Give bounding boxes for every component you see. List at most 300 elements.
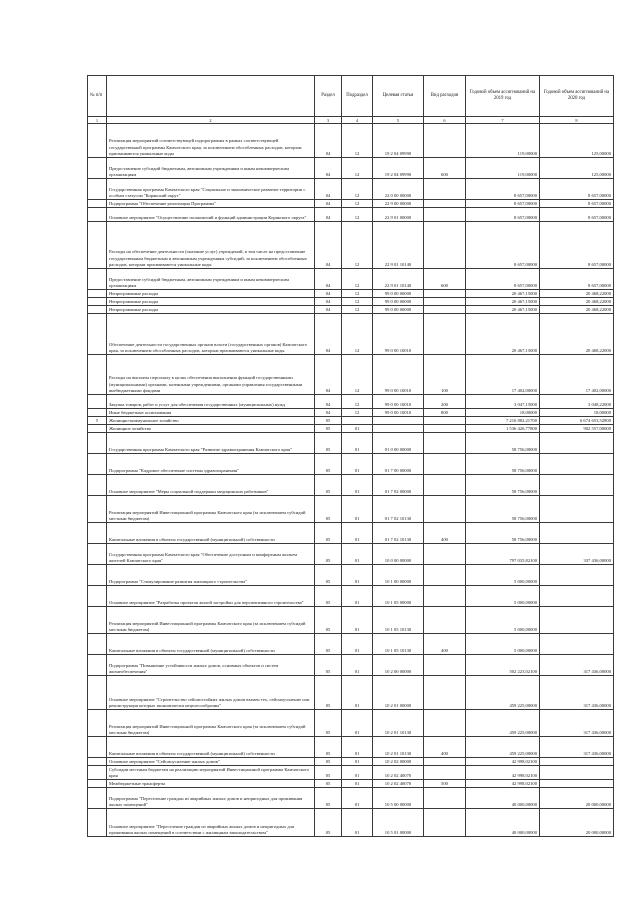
row-amount-2020 [540, 766, 614, 780]
row-expense-type [424, 544, 466, 565]
row-expense-type [424, 607, 466, 634]
table-row [88, 355, 614, 395]
row-amount-2020: 8 657,00000 [540, 269, 614, 290]
table-row [88, 290, 614, 298]
row-amount-2019: 58 756,00000 [466, 523, 540, 544]
row-article: 22 9 00 00000 [373, 200, 424, 208]
row-number [88, 710, 107, 737]
row-subsection: 01 [342, 788, 373, 809]
table-row [88, 788, 614, 809]
table-row [88, 179, 614, 200]
row-section: 05 [315, 586, 342, 607]
table-row [88, 758, 614, 766]
row-article: 99 0 00 00000 [373, 290, 424, 298]
row-amount-2020: 317 436,00000 [540, 737, 614, 758]
column-number-row [88, 117, 614, 124]
table-row [88, 523, 614, 544]
row-expense-type [424, 565, 466, 586]
row-expense-type [424, 298, 466, 306]
row-number [88, 780, 107, 788]
row-number [88, 496, 107, 523]
row-number: 5 [88, 417, 107, 425]
table-row [88, 124, 614, 158]
row-article: 10 1 05 10130 [373, 607, 424, 634]
row-amount-2020: 8 657,00000 [540, 208, 614, 222]
row-amount-2020 [540, 780, 614, 788]
row-number [88, 409, 107, 417]
row-section: 05 [315, 634, 342, 655]
row-section: 05 [315, 523, 342, 544]
row-section: 04 [315, 314, 342, 355]
row-expense-type: 800 [424, 409, 466, 417]
row-expense-type [424, 766, 466, 780]
row-number [88, 788, 107, 809]
row-amount-2020: 20 468,22000 [540, 290, 614, 298]
row-expense-type [424, 306, 466, 314]
row-section: 05 [315, 607, 342, 634]
row-amount-2019: 8 657,00000 [466, 208, 540, 222]
table-row [88, 544, 614, 565]
row-amount-2020: 902 557,00000 [540, 425, 614, 433]
row-expense-type [424, 586, 466, 607]
row-section: 05 [315, 655, 342, 676]
row-number [88, 634, 107, 655]
row-subsection: 12 [342, 306, 373, 314]
row-section: 04 [315, 355, 342, 395]
row-article: 10 0 00 00000 [373, 544, 424, 565]
row-number [88, 395, 107, 409]
row-name: Непрограммные расходы [107, 298, 315, 306]
row-subsection: 01 [342, 425, 373, 433]
row-subsection: 12 [342, 158, 373, 179]
table-row [88, 208, 614, 222]
row-article: 01 7 02 10130 [373, 523, 424, 544]
row-expense-type [424, 179, 466, 200]
row-number [88, 298, 107, 306]
row-expense-type: 600 [424, 269, 466, 290]
table-row [88, 565, 614, 586]
table-row [88, 269, 614, 290]
header-name [107, 76, 315, 117]
row-amount-2020: 18,00000 [540, 409, 614, 417]
row-subsection: 01 [342, 780, 373, 788]
row-number [88, 179, 107, 200]
column-number: 2 [107, 117, 315, 124]
row-name: Государственная программа Камчатского края "Социальное и экономическое развитие территории с особым статусом "Корякский округ" [107, 179, 315, 200]
header-section: Раздел [315, 76, 342, 117]
row-name: Реализация мероприятий Инвестиционной программы Камчатского края (за исключением субсидий местным бюджетам) [107, 607, 315, 634]
row-amount-2020 [540, 475, 614, 496]
row-number [88, 222, 107, 269]
row-name: Обеспечение деятельности государственных органов власти (государственных органов) Камчатского края, за исключением обособленных расходов, которым присваиваются уникальные коды [107, 314, 315, 355]
row-subsection: 12 [342, 409, 373, 417]
row-name: Расходы на выплаты персоналу в целях обеспечения выполнения функций государственными (муниципальными) органами, казенными учреждениями, органами управления государственными внебюджетными фондами [107, 355, 315, 395]
row-amount-2020: 20 468,22000 [540, 306, 614, 314]
row-expense-type [424, 496, 466, 523]
table-row [88, 158, 614, 179]
row-name: Подпрограмма "Повышение устойчивости жилых домов, основных объектов и систем жизнеобеспечения" [107, 655, 315, 676]
row-article: 22 9 01 00000 [373, 208, 424, 222]
row-article: 99 0 00 00000 [373, 298, 424, 306]
row-subsection: 01 [342, 676, 373, 710]
row-subsection: 12 [342, 208, 373, 222]
table-body [88, 124, 614, 837]
row-section: 05 [315, 565, 342, 586]
row-subsection [342, 417, 373, 425]
row-expense-type [424, 417, 466, 425]
row-amount-2020: 8 657,00000 [540, 222, 614, 269]
row-name: Межбюджетные трансферты [107, 780, 315, 788]
row-amount-2019: 58 756,00000 [466, 433, 540, 454]
row-article: 10 2 01 10130 [373, 710, 424, 737]
row-amount-2019: 58 756,00000 [466, 475, 540, 496]
row-amount-2019: 459 225,00000 [466, 676, 540, 710]
row-subsection: 12 [342, 222, 373, 269]
row-article: 99 0 00 10010 [373, 395, 424, 409]
row-article: 10 1 05 00000 [373, 586, 424, 607]
row-number [88, 523, 107, 544]
table-row [88, 496, 614, 523]
row-section: 05 [315, 710, 342, 737]
row-amount-2019: 5 000,00000 [466, 607, 540, 634]
row-amount-2020: 125,00000 [540, 158, 614, 179]
row-article: 19 2 04 09990 [373, 158, 424, 179]
row-name: Государственная программа Камчатского края "Обеспечение доступным и комфортным жильем жителей Камчатского края" [107, 544, 315, 565]
row-amount-2020: 20 468,22000 [540, 314, 614, 355]
row-subsection: 12 [342, 395, 373, 409]
row-article: 99 0 00 10010 [373, 409, 424, 417]
row-amount-2019: 18,00000 [466, 409, 540, 417]
row-article: 01 7 00 00000 [373, 454, 424, 475]
column-number: 1 [88, 117, 107, 124]
row-article: 10 5 01 00000 [373, 809, 424, 837]
row-amount-2019: 20 467,15000 [466, 306, 540, 314]
column-number: 5 [373, 117, 424, 124]
row-amount-2019: 42 998,02100 [466, 758, 540, 766]
row-amount-2019: 3 047,15000 [466, 395, 540, 409]
row-name: Субсидии местным бюджетам на реализацию мероприятий Инвестиционной программы Камчатского края [107, 766, 315, 780]
row-name: Реализация мероприятий Инвестиционной программы Камчатского края (за исключением субсидий местным бюджетам) [107, 710, 315, 737]
row-amount-2020 [540, 433, 614, 454]
row-section: 05 [315, 417, 342, 425]
row-number [88, 269, 107, 290]
row-section: 05 [315, 676, 342, 710]
row-number [88, 158, 107, 179]
column-number: 3 [315, 117, 342, 124]
row-amount-2019: 119,00000 [466, 124, 540, 158]
row-amount-2020 [540, 565, 614, 586]
table-row [88, 395, 614, 409]
row-subsection: 01 [342, 586, 373, 607]
row-section: 04 [315, 222, 342, 269]
row-amount-2019: 502 223,02100 [466, 655, 540, 676]
table-row [88, 780, 614, 788]
row-number [88, 586, 107, 607]
row-article: 01 0 00 00000 [373, 433, 424, 454]
row-amount-2019: 1 536 426,77800 [466, 425, 540, 433]
row-expense-type: 500 [424, 780, 466, 788]
column-number: 4 [342, 117, 373, 124]
row-amount-2020: 3 048,22000 [540, 395, 614, 409]
row-amount-2019: 8 657,00000 [466, 200, 540, 208]
row-amount-2019: 5 000,00000 [466, 586, 540, 607]
row-section: 05 [315, 454, 342, 475]
row-subsection: 01 [342, 565, 373, 586]
row-expense-type [424, 222, 466, 269]
row-expense-type: 600 [424, 158, 466, 179]
row-article: 10 5 00 00000 [373, 788, 424, 809]
row-amount-2019: 459 225,00000 [466, 737, 540, 758]
row-subsection: 01 [342, 607, 373, 634]
row-amount-2020 [540, 523, 614, 544]
table-row [88, 433, 614, 454]
header-num: № п/п [88, 76, 107, 117]
row-amount-2019: 20 467,15000 [466, 314, 540, 355]
row-amount-2020 [540, 758, 614, 766]
row-amount-2019: 7 216 882,21700 [466, 417, 540, 425]
row-name: Основное мероприятие "Строительство сейсмостойких жилых домов взамен тех, сейсмоусиление или реконструкция которых экономически нецелесообразны" [107, 676, 315, 710]
row-number [88, 766, 107, 780]
table-row [88, 222, 614, 269]
row-section: 04 [315, 158, 342, 179]
row-number [88, 290, 107, 298]
row-section: 04 [315, 306, 342, 314]
row-name: Непрограммные расходы [107, 290, 315, 298]
row-article: 99 0 00 10010 [373, 355, 424, 395]
row-article: 10 2 00 00000 [373, 655, 424, 676]
row-article: 01 7 02 00000 [373, 475, 424, 496]
row-expense-type [424, 200, 466, 208]
row-subsection: 01 [342, 433, 373, 454]
table-row [88, 200, 614, 208]
row-amount-2020: 317 436,00000 [540, 710, 614, 737]
row-amount-2020 [540, 634, 614, 655]
row-amount-2020 [540, 496, 614, 523]
row-amount-2020: 317 436,00000 [540, 676, 614, 710]
row-article: 01 7 02 10130 [373, 496, 424, 523]
row-subsection: 12 [342, 200, 373, 208]
row-name: Иные бюджетные ассигнования [107, 409, 315, 417]
row-section: 04 [315, 200, 342, 208]
table-row [88, 475, 614, 496]
row-section: 04 [315, 298, 342, 306]
row-expense-type [424, 314, 466, 355]
header-2020: Годовой объем ассигнований на 2020 год [540, 76, 614, 117]
row-subsection: 01 [342, 766, 373, 780]
row-article: 10 1 00 00000 [373, 565, 424, 586]
column-number: 6 [424, 117, 466, 124]
row-section: 04 [315, 395, 342, 409]
row-number [88, 454, 107, 475]
row-subsection: 12 [342, 269, 373, 290]
row-article: 22 9 01 10140 [373, 269, 424, 290]
table-row [88, 634, 614, 655]
row-amount-2020: 337 436,00000 [540, 544, 614, 565]
row-name: Основное мероприятие "Разработка проектов жилой застройки для перспективного строительства" [107, 586, 315, 607]
table-row [88, 298, 614, 306]
row-subsection: 12 [342, 314, 373, 355]
row-subsection: 01 [342, 737, 373, 758]
column-number: 8 [540, 117, 614, 124]
row-expense-type [424, 676, 466, 710]
row-name: Подпрограмма "Переселение граждан из аварийных жилых домов и непригодных для проживания жилых помещений" [107, 788, 315, 809]
row-amount-2020: 20 468,22000 [540, 298, 614, 306]
row-number [88, 355, 107, 395]
row-article: 99 0 00 00000 [373, 306, 424, 314]
table-row [88, 655, 614, 676]
row-name: Реализация мероприятий соответствующей подпрограммы в рамках соответствующей государственной программы Камчатского края, за исключением обособленных расходов, которым присваиваются уникальные коды [107, 124, 315, 158]
row-expense-type [424, 788, 466, 809]
row-article: 10 2 01 10130 [373, 737, 424, 758]
row-expense-type [424, 758, 466, 766]
table-row [88, 409, 614, 417]
row-subsection: 01 [342, 655, 373, 676]
row-name: Основное мероприятие "Переселение граждан из аварийных жилых домов и непригодных для проживания жилых помещений в соответствии с жилищным законодательством" [107, 809, 315, 837]
row-name: Реализация мероприятий Инвестиционной программы Камчатского края (за исключением субсидий местным бюджетам) [107, 496, 315, 523]
row-name: Непрограммные расходы [107, 306, 315, 314]
row-amount-2019: 40 000,00000 [466, 809, 540, 837]
row-section: 05 [315, 496, 342, 523]
row-amount-2020: 125,00000 [540, 124, 614, 158]
row-amount-2020: 8 657,00000 [540, 200, 614, 208]
row-amount-2019: 17 402,00000 [466, 355, 540, 395]
row-name: Расходы на обеспечение деятельности (оказание услуг) учреждений, в том числе на предоставление государственным бюджетным и автономным учреждениям субсидий, за исключением обособленных расходов, которым присваиваются уникальные коды [107, 222, 315, 269]
row-number [88, 208, 107, 222]
row-amount-2019: 20 467,15000 [466, 298, 540, 306]
table-row [88, 676, 614, 710]
row-amount-2020: 17 402,00000 [540, 355, 614, 395]
row-section: 05 [315, 737, 342, 758]
row-subsection: 01 [342, 758, 373, 766]
row-article: 10 2 01 00000 [373, 676, 424, 710]
row-subsection: 01 [342, 809, 373, 837]
table-row [88, 314, 614, 355]
header-subsection: Подраздел [342, 76, 373, 117]
row-name: Жилищно-коммунальное хозяйство [107, 417, 315, 425]
table-row [88, 306, 614, 314]
row-name: Подпрограмма "Обеспечение реализации Программы" [107, 200, 315, 208]
row-expense-type [424, 475, 466, 496]
row-subsection: 12 [342, 355, 373, 395]
row-number [88, 676, 107, 710]
row-section: 04 [315, 269, 342, 290]
row-amount-2020 [540, 454, 614, 475]
table-row [88, 809, 614, 837]
row-section: 04 [315, 124, 342, 158]
row-amount-2019: 797 035,82100 [466, 544, 540, 565]
row-subsection: 01 [342, 710, 373, 737]
row-number [88, 758, 107, 766]
row-amount-2019: 40 000,00000 [466, 788, 540, 809]
row-amount-2020: 6 674 653,52800 [540, 417, 614, 425]
row-expense-type [424, 208, 466, 222]
row-name: Капитальные вложения в объекты государственной (муниципальной) собственности [107, 737, 315, 758]
row-section: 04 [315, 290, 342, 298]
row-expense-type: 200 [424, 395, 466, 409]
row-section: 04 [315, 208, 342, 222]
row-expense-type [424, 655, 466, 676]
row-number [88, 809, 107, 837]
row-number [88, 475, 107, 496]
row-subsection: 01 [342, 634, 373, 655]
row-subsection: 12 [342, 298, 373, 306]
row-number [88, 124, 107, 158]
row-expense-type [424, 124, 466, 158]
row-article: 10 2 02 00000 [373, 758, 424, 766]
row-section: 04 [315, 409, 342, 417]
row-subsection: 01 [342, 454, 373, 475]
row-number [88, 200, 107, 208]
row-amount-2020: 8 657,00000 [540, 179, 614, 200]
row-article: 10 2 02 40070 [373, 766, 424, 780]
row-amount-2020 [540, 586, 614, 607]
row-number [88, 565, 107, 586]
row-article: 19 2 04 09990 [373, 124, 424, 158]
row-number [88, 655, 107, 676]
row-subsection: 12 [342, 179, 373, 200]
row-amount-2019: 5 000,00000 [466, 565, 540, 586]
row-name: Основное мероприятие "Сейсмоусиление жилых домов" [107, 758, 315, 766]
row-name: Основное мероприятие "Осуществление полномочий и функций администрации Корякского округа" [107, 208, 315, 222]
row-amount-2019: 42 998,02100 [466, 766, 540, 780]
row-amount-2019: 8 657,00000 [466, 179, 540, 200]
table-row [88, 454, 614, 475]
row-expense-type [424, 290, 466, 298]
row-article: 22 0 00 00000 [373, 179, 424, 200]
row-subsection: 01 [342, 496, 373, 523]
row-subsection: 01 [342, 523, 373, 544]
table-row [88, 766, 614, 780]
row-subsection: 01 [342, 475, 373, 496]
header-2019: Годовой объем ассигнований на 2019 год [466, 76, 540, 117]
row-section: 05 [315, 766, 342, 780]
row-article [373, 417, 424, 425]
row-expense-type [424, 425, 466, 433]
row-expense-type: 400 [424, 634, 466, 655]
row-name: Капитальные вложения в объекты государственной (муниципальной) собственности [107, 523, 315, 544]
row-section: 05 [315, 425, 342, 433]
row-expense-type: 100 [424, 355, 466, 395]
row-section: 05 [315, 809, 342, 837]
table-header-row [88, 76, 614, 117]
row-article [373, 425, 424, 433]
row-name: Подпрограмма "Стимулирование развития жилищного строительства" [107, 565, 315, 586]
header-article: Целевая статья [373, 76, 424, 117]
row-number [88, 433, 107, 454]
row-expense-type [424, 710, 466, 737]
row-section: 05 [315, 780, 342, 788]
header-expense: Вид расходов [424, 76, 466, 117]
row-number [88, 737, 107, 758]
row-name: Капитальные вложения в объекты государственной (муниципальной) собственности [107, 634, 315, 655]
row-amount-2019: 58 756,00000 [466, 496, 540, 523]
row-amount-2020: 317 436,00000 [540, 655, 614, 676]
row-section: 05 [315, 544, 342, 565]
row-article: 22 9 01 10140 [373, 222, 424, 269]
row-amount-2019: 8 657,00000 [466, 222, 540, 269]
row-name: Государственная программа Камчатского края "Развитие здравоохранения Камчатского края" [107, 433, 315, 454]
row-amount-2019: 8 657,00000 [466, 269, 540, 290]
row-amount-2020: 20 000,00000 [540, 809, 614, 837]
row-number [88, 314, 107, 355]
row-article: 10 2 02 40070 [373, 780, 424, 788]
row-name: Закупка товаров, работ и услуг для обеспечения государственных (муниципальных) нужд [107, 395, 315, 409]
row-number [88, 607, 107, 634]
row-expense-type: 400 [424, 523, 466, 544]
budget-table [87, 75, 614, 837]
row-number [88, 425, 107, 433]
table-row [88, 710, 614, 737]
